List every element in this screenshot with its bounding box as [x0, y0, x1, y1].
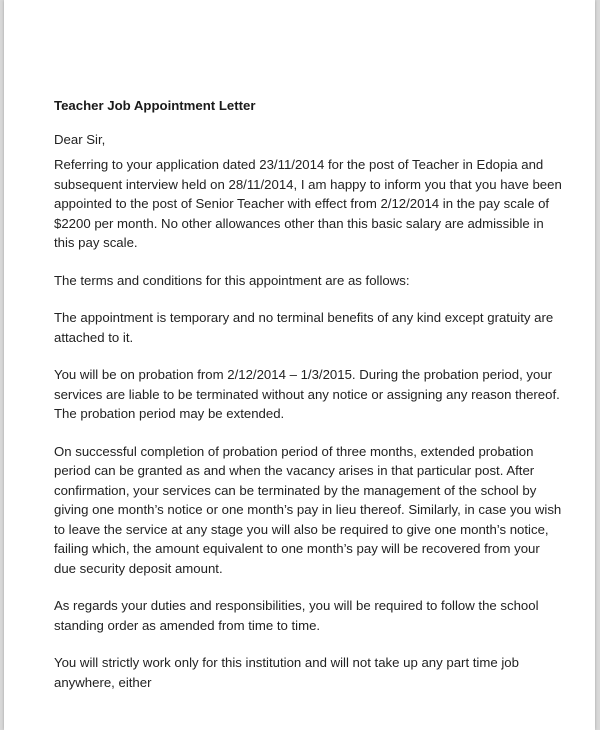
letter-body	[54, 96, 564, 710]
paragraph-exclusive-work: You will strictly work only for this institution and will not take up any part time job anywhere, either	[54, 655, 519, 690]
document-page	[4, 0, 595, 730]
letter-salutation: Dear Sir,	[54, 131, 106, 147]
paragraph-duties: As regards your duties and responsibilities, you will be required to follow the school standing order as amended from time to time.	[54, 598, 539, 633]
paragraph-confirmation: On successful completion of probation period of three months, extended probation period can be granted as and when the vacancy arises in that particular post. After confirmation, your services can be terminated by the management of the school by giving one month’s notice or one month’s pay in lieu thereof. Similarly, in case you wish to leave the service at any stage you will also be required to give one month’s notice, failing which, the amount equivalent to one month’s pay will be recovered from your due security deposit amount.	[54, 443, 562, 576]
paragraph-temporary: The appointment is temporary and no terminal benefits of any kind except gratuity are attached to it.	[54, 310, 554, 345]
paragraph-application: Referring to your application dated 23/11/2014 for the post of Teacher in Edopia and subsequent interview held on 28/11/2014, I am happy to inform you that you have been appointed to the post of Senior Teacher with effect from 2/12/2014 in the pay scale of $2200 per month. No other allowances other than this basic salary are admissible in this pay scale.	[54, 157, 562, 250]
paragraph-probation: You will be on probation from 2/12/2014 – 1/3/2015. During the probation period, your services are liable to be terminated without any notice or assigning any reason thereof. The probation period may be extended.	[54, 367, 560, 421]
letter-title: Teacher Job Appointment Letter	[54, 98, 256, 113]
paragraph-terms-intro: The terms and conditions for this appointment are as follows:	[54, 272, 410, 288]
